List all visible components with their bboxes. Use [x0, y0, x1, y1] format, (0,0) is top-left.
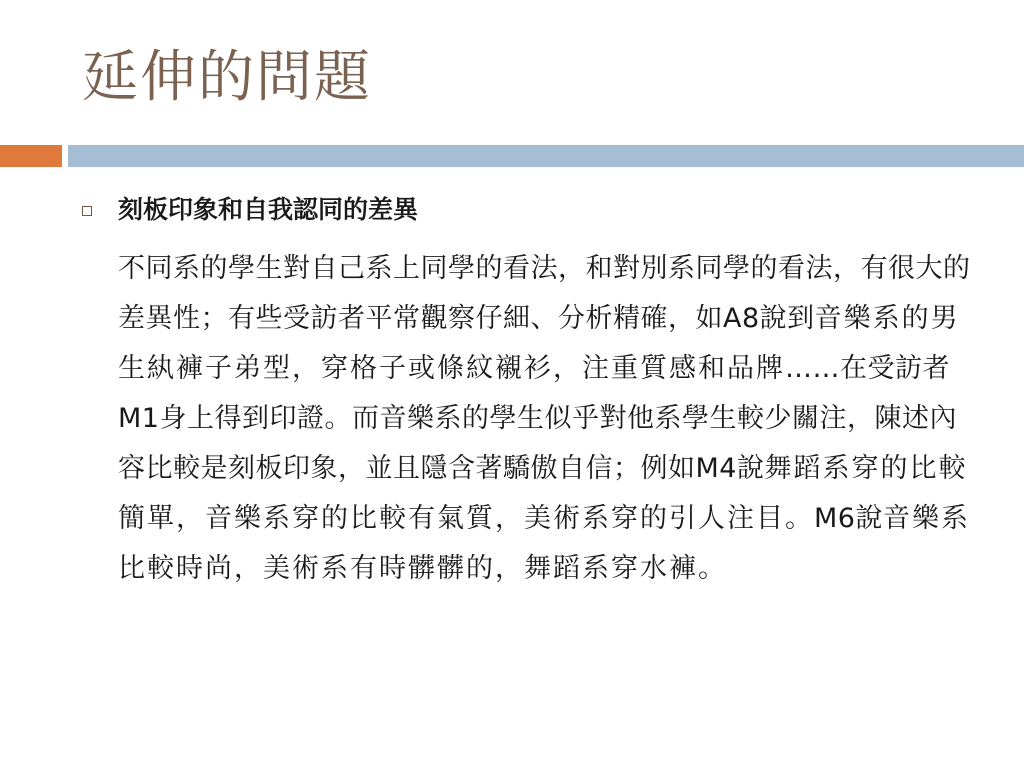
- body-paragraph: [118, 244, 978, 594]
- body-middle-text: ……在受訪者M1身上得到印證。而音樂系的學生似乎對他系學生較少關注，陳述內容比較是刻板印象，並且隱含著驕傲自信；例如M4說: [118, 353, 957, 484]
- accent-bar: [0, 145, 62, 167]
- slide-title: 延伸的問題: [82, 45, 372, 110]
- quote-m6: 音樂系比較時尚，美術系有時髒髒的，舞蹈系穿水褲。: [118, 503, 970, 584]
- body-intro-text: 不同系的學生對自己系上同學的看法，和對別系同學的看法，有很大的差異性；有些受訪者平常觀察仔細、分析精確，如A8說到: [118, 253, 971, 334]
- quote-m4: 舞蹈系穿的比較簡單，音樂系穿的比較有氣質，美術系穿的引人注目。: [118, 453, 968, 534]
- title-rule-bar: [68, 145, 1024, 167]
- hollow-square-bullet-icon: [82, 206, 92, 216]
- quote-a8: 音樂系的男生紈褲子弟型，穿格子或條紋襯衫，注重質感和品牌: [118, 303, 960, 384]
- m6-lead-text: M6說: [814, 503, 883, 534]
- bullet-heading: 刻板印象和自我認同的差異: [118, 195, 419, 224]
